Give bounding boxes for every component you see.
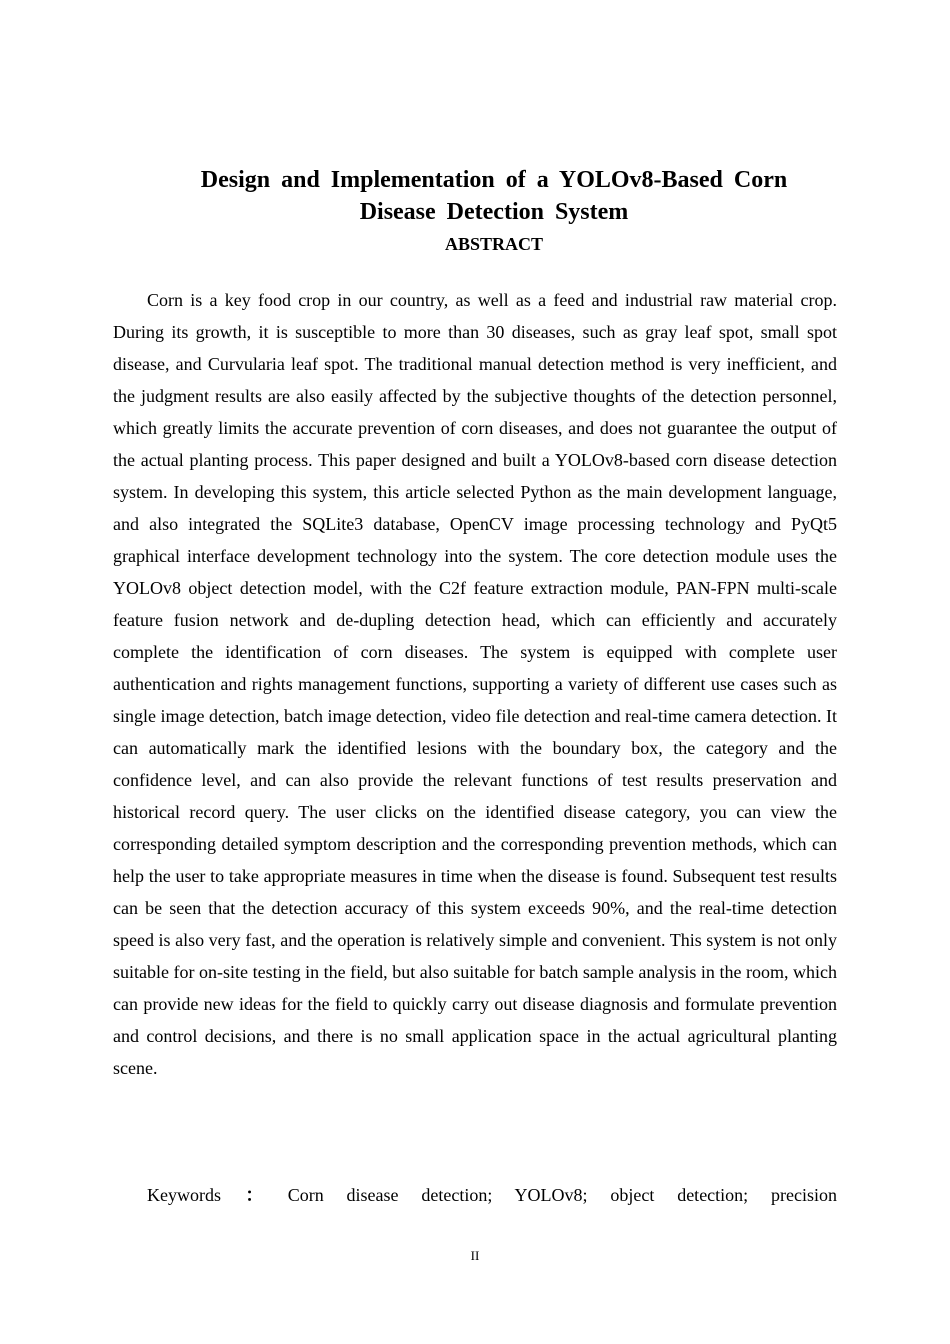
paper-title-line-1: Design and Implementation of a YOLOv8-Based Corn [200, 167, 788, 193]
keywords-value: Corn disease detection; YOLOv8; object detection; precision [287, 1185, 837, 1205]
abstract-heading: ABSTRACT [444, 234, 544, 254]
keywords-line [113, 1179, 837, 1211]
keywords-separator: ： [227, 1185, 282, 1205]
abstract-body: Corn is a key food crop in our country, as well as a feed and industrial raw material crop. During its growth, it is susceptible to more than 30 diseases, such as gray leaf spot, small spot disease, and Curvularia leaf spot. The traditional manual detection method is very inefficient, and the judgment results are also easily affected by the subjective thoughts of the detection personnel, which greatly limits the accurate prevention of corn diseases, and does not guarantee the output of the actual planting process. This paper designed and built a YOLOv8-based corn disease detection system. In developing this system, this article selected Python as the main development language, and also integrated the SQLite3 database, OpenCV image processing technology and PyQt5 graphical interface development technology into the system. The core detection module uses the YOLOv8 object detection model, with the C2f feature extraction module, PAN-FPN multi-scale feature fusion network and de-dupling detection head, which can efficiently and accurately complete the identification of corn diseases. The system is equipped with complete user authentication and rights management functions, supporting a variety of different use cases such as single image detection, batch image detection, video file detection and real-time camera detection. It can automatically mark the identified lesions with the boundary box, the category and the confidence level, and can also provide the relevant functions of test results preservation and historical record query. The user clicks on the identified disease category, you can view the corresponding detailed symptom description and the corresponding prevention methods, which can help the user to take appropriate measures in time when the disease is found. Subsequent test results can be seen that the detection accuracy of this system exceeds 90%, and the real-time detection speed is also very fast, and the operation is relatively simple and convenient. This system is not only suitable for on-site testing in the field, but also suitable for batch sample analysis in the room, which can provide new ideas for the field to quickly carry out disease diagnosis and formulate prevention and control decisions, and there is no small application space in the actual agricultural planting scene. [113, 290, 837, 1078]
paper-title [150, 164, 838, 228]
paper-title-line-2: Disease Detection System [359, 199, 629, 225]
keywords-label: Keywords [147, 1185, 221, 1205]
page-number: II [470, 1248, 480, 1263]
